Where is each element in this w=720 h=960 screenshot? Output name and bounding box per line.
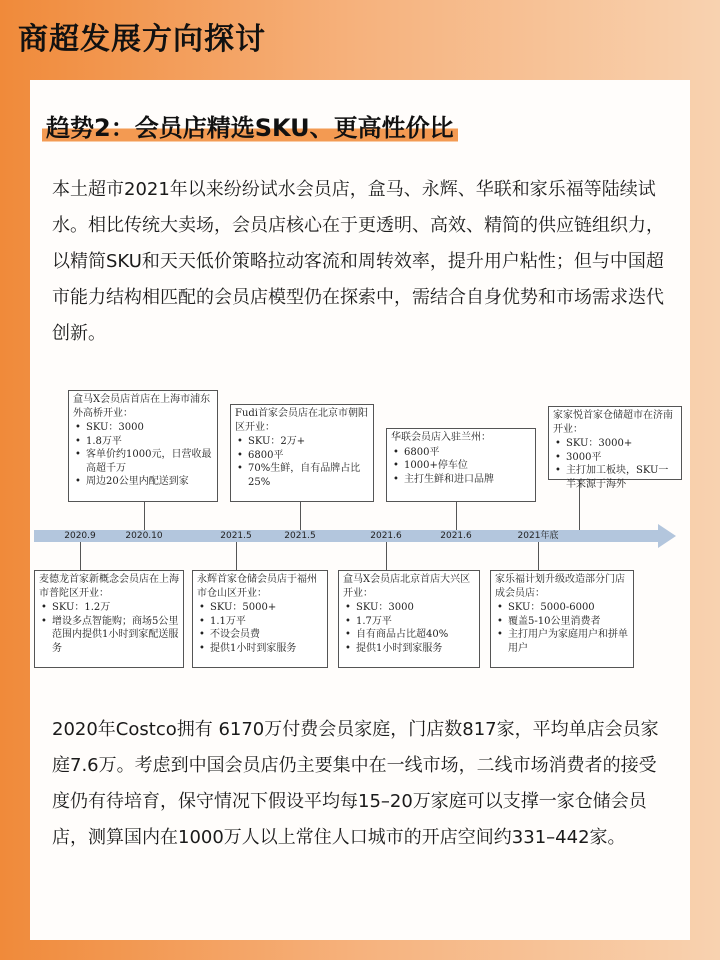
event-list — [235, 435, 369, 489]
timeline-connector — [456, 502, 457, 530]
event-list — [73, 421, 213, 489]
event-title: 盒马X会员店北京首店大兴区开业： — [343, 574, 471, 599]
timeline-date: 2020.10 — [125, 531, 163, 541]
timeline-event-box — [548, 406, 682, 490]
event-item: • 自有商品占比超40% — [343, 628, 475, 642]
event-title: 永辉首家仓储会员店于福州市仓山区开业： — [197, 574, 317, 599]
timeline-connector — [386, 542, 387, 570]
event-item: • 主打用户为家庭用户和拼单用户 — [495, 628, 629, 655]
timeline-event-box — [490, 570, 634, 668]
event-item: • 6800平 — [391, 446, 531, 460]
event-list — [495, 601, 629, 655]
event-title: 家乐福计划升级改造部分门店成会员店： — [495, 574, 625, 599]
event-item: • 主打加工板块，SKU一半来源于海外 — [553, 464, 677, 491]
event-item: • 客单价约1000元，日营收最高超千万 — [73, 448, 213, 475]
timeline-date: 2021.5 — [284, 531, 316, 541]
timeline-date: 2021年底 — [517, 531, 559, 541]
content-card — [30, 80, 690, 940]
timeline-connector — [144, 502, 145, 530]
timeline-date: 2021.6 — [440, 531, 472, 541]
event-item: • SKU：5000-6000 — [495, 601, 629, 615]
timeline-connector — [300, 502, 301, 530]
event-list — [197, 601, 323, 655]
event-title: Fudi首家会员店在北京市朝阳区开业： — [235, 408, 368, 433]
event-item: • SKU：3000 — [73, 421, 213, 435]
event-title: 麦德龙首家新概念会员店在上海市普陀区开业： — [39, 574, 179, 599]
event-item: • 6800平 — [235, 449, 369, 463]
timeline-event-box — [192, 570, 328, 668]
timeline-date: 2021.6 — [370, 531, 402, 541]
event-list — [343, 601, 475, 655]
event-item: • SKU：1.2万 — [39, 601, 179, 615]
timeline-event-box — [68, 390, 218, 502]
event-item: • 增设多点智能购；商场5公里范围内提供1小时到家配送服务 — [39, 615, 179, 656]
section-heading: 趋势2：会员店精选SKU、更高性价比 — [42, 108, 458, 145]
event-item: • 覆盖5-10公里消费者 — [495, 615, 629, 629]
event-item: • 提供1小时到家服务 — [343, 642, 475, 656]
timeline-connector — [80, 542, 81, 570]
event-item: • SKU：5000+ — [197, 601, 323, 615]
intro-paragraph: 本土超市2021年以来纷纷试水会员店，盒马、永辉、华联和家乐福等陆续试水。相比传统大卖场，会员店核心在于更透明、高效、精简的供应链组织力，以精简SKU和天天低价策略拉动客流和周转效率，提升用户粘性；但与中国超市能力结构相匹配的会员店模型仍在探索中，需结合自身优势和市场需求迭代创新。 — [52, 179, 664, 344]
event-item: • 3000平 — [553, 451, 677, 465]
event-item: • 不设会员费 — [197, 628, 323, 642]
event-title: 家家悦首家仓储超市在济南开业： — [553, 410, 673, 435]
event-item: • 1.1万平 — [197, 615, 323, 629]
event-item: • 1.7万平 — [343, 615, 475, 629]
event-item: • 1.8万平 — [73, 435, 213, 449]
timeline-event-box — [34, 570, 184, 668]
event-list — [391, 446, 531, 487]
timeline-event-box — [386, 428, 536, 502]
event-item: • 1000+停车位 — [391, 459, 531, 473]
event-item: • SKU：3000+ — [553, 437, 677, 451]
event-item: • 主打生鲜和进口品牌 — [391, 473, 531, 487]
timeline-event-box — [338, 570, 480, 668]
event-list — [553, 437, 677, 491]
timeline-date: 2021.5 — [220, 531, 252, 541]
costco-paragraph: 2020年Costco拥有 6170万付费会员家庭，门店数817家，平均单店会员家庭7.6万。考虑到中国会员店仍主要集中在一线市场，二线市场消费者的接受度仍有待培育，保守情况下假设平均每15–20万家庭可以支撑一家仓储会员店，测算国内在1000万人以上常住人口城市的开店空间约331–442家。 — [52, 719, 659, 848]
timeline-arrow-head — [658, 524, 676, 548]
event-item: • SKU：3000 — [343, 601, 475, 615]
event-title: 盒马X会员店首店在上海市浦东外高桥开业： — [73, 394, 211, 419]
timeline-date: 2020.9 — [64, 531, 96, 541]
event-item: • 提供1小时到家服务 — [197, 642, 323, 656]
timeline-event-box — [230, 404, 374, 502]
timeline-connector — [538, 542, 539, 570]
event-title: 华联会员店入驻兰州： — [391, 432, 491, 443]
timeline-connector — [236, 542, 237, 570]
event-item: • 70%生鲜，自有品牌占比25% — [235, 462, 369, 489]
event-item: • SKU：2万+ — [235, 435, 369, 449]
timeline-figure — [34, 380, 686, 680]
page-title: 商超发展方向探讨 — [18, 22, 266, 57]
event-list — [39, 601, 179, 655]
event-item: • 周边20公里内配送到家 — [73, 475, 213, 489]
